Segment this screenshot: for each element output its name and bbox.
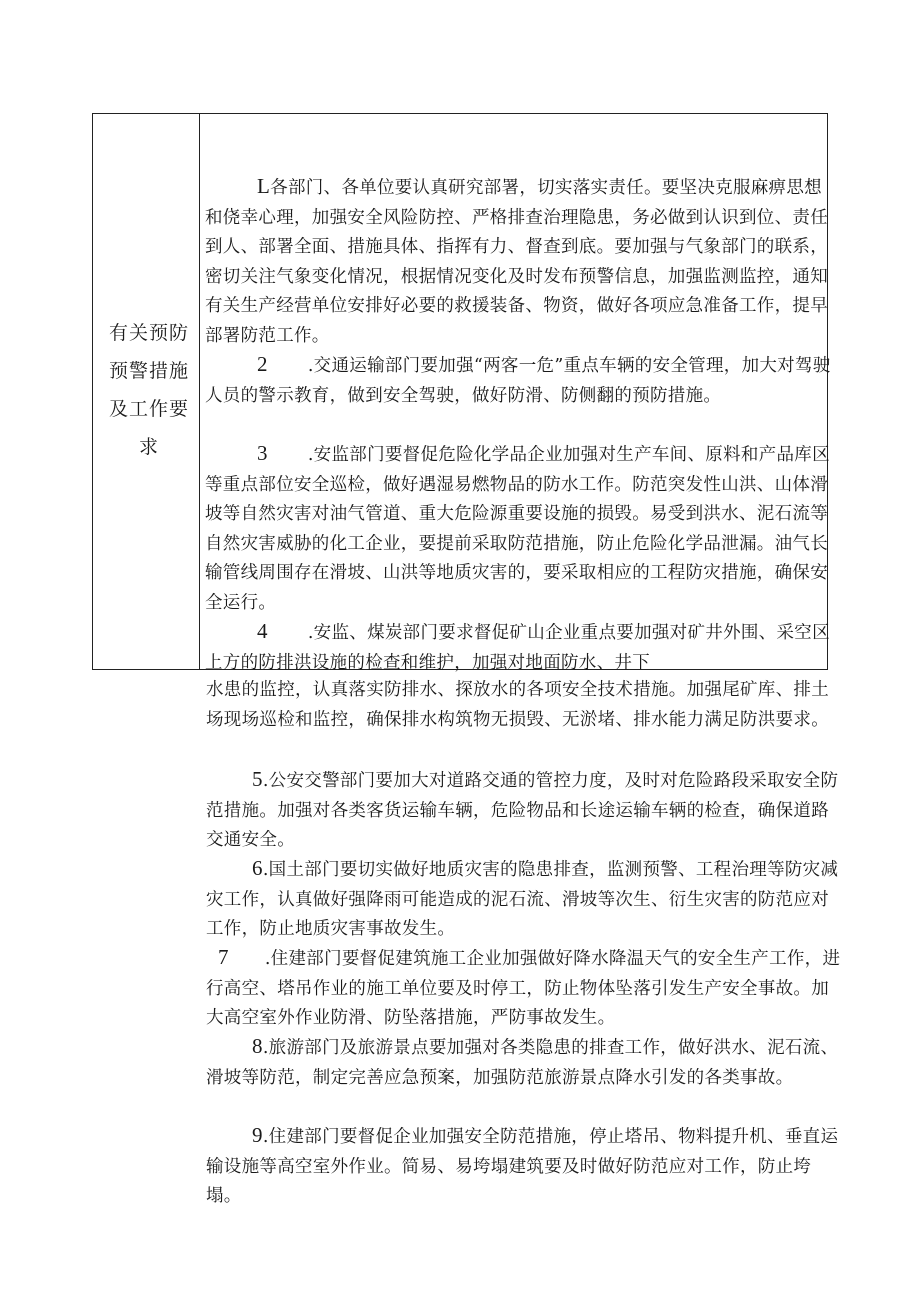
item-number: 7 bbox=[218, 945, 229, 969]
item-number: 6 bbox=[252, 856, 263, 880]
item-text: .住建部门要督促建筑施工企业加强做好降水降温天气的安全生产工作，进行高空、塔吊作业的施工单位要及时停工，防止物体坠落引发生产安全事故。加大高空室外作业防滑、防坠落措施，严防事故发生。 bbox=[206, 949, 841, 1029]
measure-item-8 bbox=[206, 1032, 842, 1093]
item-text: .安监部门要督促危险化学品企业加强对生产车间、原料和产品库区等重点部位安全巡检，做好遇湿易燃物品的防水工作。防范突发性山洪、山体滑坡等自然灾害对油气管道、重大危险源重要设施的损毁。易受到洪水、泥石流等自然灾害威胁的化工企业，要提前采取防范措施，防止危险化学品泄漏。油气长输管线周围存在滑坡、山洪等地质灾害的，要采取相应的工程防灾措施，确保安全运行。 bbox=[205, 445, 830, 613]
measure-item-2 bbox=[205, 350, 831, 411]
item-number: L bbox=[257, 174, 271, 198]
label-cell bbox=[93, 114, 200, 669]
item-text: .公安交警部门要加大对道路交通的管控力度，及时对危险路段采取安全防范措施。加强对各类客货运输车辆，危险物品和长途运输车辆的检查，确保道路交通安全。 bbox=[206, 771, 839, 851]
item-number: 9 bbox=[252, 1123, 263, 1147]
measure-item-1 bbox=[205, 172, 831, 352]
measure-item-9 bbox=[206, 1121, 842, 1212]
item-number: 2 bbox=[257, 352, 268, 376]
item-number: 4 bbox=[257, 619, 268, 643]
measure-item-5 bbox=[206, 765, 842, 856]
item-text: 各部门、各单位要认真研究部署，切实落实责任。要坚决克服麻痹思想和侥幸心理，加强安全风险防控、严格排查治理隐患，务必做到认识到位、责任到人、部署全面、措施具体、指挥有力、督查到底。要加强与气象部门的联系，密切关注气象变化情况，根据情况变化及时发布预警信息，加强监测监控，通知有关生产经营单位安排好必要的救援装备、物资，做好各项应急准备工作，提早部署防范工作。 bbox=[205, 178, 828, 346]
item-text: .国土部门要切实做好地质灾害的隐患排查，监测预警、工程治理等防灾减灾工作，认真做好强降雨可能造成的泥石流、滑坡等次生、衍生灾害的防范应对工作，防止地质灾害事故发生。 bbox=[206, 860, 839, 940]
item-text: .旅游部门及旅游景点要加强对各类隐患的排查工作，做好洪水、泥石流、滑坡等防范，制定完善应急预案，加强防范旅游景点降水引发的各类事故。 bbox=[206, 1038, 839, 1088]
row-label: 有关预防预警措施及工作要求 bbox=[108, 322, 189, 458]
item-text: .安监、煤炭部门要求督促矿山企业重点要加强对矿井外围、采空区上方的防排洪设施的检查和维护，加强对地面防水、井下 bbox=[205, 623, 830, 673]
measures-table bbox=[92, 113, 831, 673]
item-number: 8 bbox=[252, 1034, 263, 1058]
item-number: 3 bbox=[257, 441, 268, 465]
item-text: .住建部门要督促企业加强安全防范措施，停止塔吊、物料提升机、垂直运输设施等高空室外作业。简易、易垮塌建筑要及时做好防范应对工作，防止垮塌。 bbox=[206, 1127, 839, 1207]
measure-item-7 bbox=[206, 943, 842, 1034]
content-cell bbox=[201, 114, 831, 673]
item-text: .交通运输部门要加强“两客一危”重点车辆的安全管理，加大对驾驶人员的警示教育，做到安全驾驶，做好防滑、防侧翻的预防措施。 bbox=[205, 356, 831, 406]
item-number: 5 bbox=[252, 767, 263, 791]
continuation-paragraph: 水患的监控，认真落实防排水、探放水的各项安全技术措施。加强尾矿库、排土场现场巡检和监控，确保排水构筑物无损毁、无淤堵、排水能力满足防洪要求。 bbox=[206, 680, 829, 730]
measure-item-4 bbox=[205, 617, 831, 678]
measure-item-6 bbox=[206, 854, 842, 945]
measure-item-3 bbox=[205, 439, 831, 619]
